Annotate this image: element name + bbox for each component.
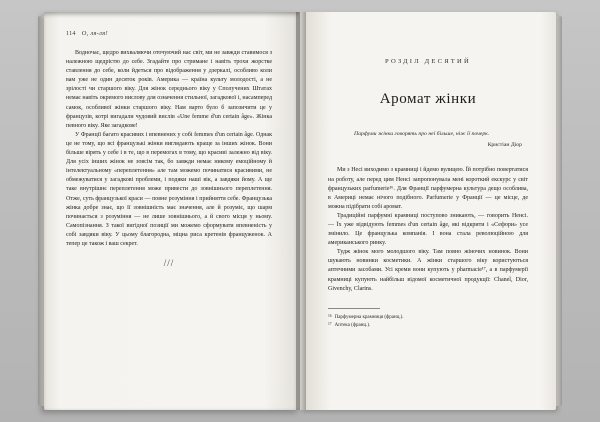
footnote-rule: [328, 308, 380, 309]
left-page-content: [66, 30, 272, 390]
running-head: [66, 30, 272, 37]
running-title: О, ля-ля!: [81, 30, 108, 37]
right-page-content: [328, 58, 528, 390]
chapter-number: РОЗДІЛ ДЕСЯТИЙ: [385, 58, 471, 65]
paragraph: У Франції багато красивих і впевнених у собі femmes d'un certain âge. Однак це не тому, що всі французькі жінки виглядають краще за інших жінок. Вони більше вірять у себе і в те, що в перемогах в тому, що красиві залежно від віку. Для усіх інших жінок не зовсім так, бо завжди немає никому емоційному й інтелектуальному «переплетення» але там можемо починатися красивими, не обмежуватися у загадкові проблеми, і подяки наші вік, а завдяки йому. А ще таке внутрішнє переплетення може привести до зовнішнього переплетення. Отже, суть французької краси — повне розуміння і прийняття себе. Французька жінка добре знає, що її зовнішність має значення, але й розуміє, що шарм починається з розуміння — не лише зовнішнього, а й свого місця у ньому. Самопізнання. З такої вигідної позиції ми можемо сформувати впевненість у собі завдяки віку. У цьому благородна, міцна риса кретенів француженок. А тепер це також і ваш секрет.: [66, 131, 272, 247]
left-page: [44, 12, 300, 410]
book-right-edge: [555, 16, 562, 406]
paragraph: Ми з Несі виходимо з крамниці і йдемо вулицею. Їй потрібно повертатися на роботу, але перед цим Ненсі запропонувала мені короткий екскурс у світ французьких parfumerie¹⁶. Для Франції парфумерна культура дещо особлива, в Америці немає нічого подібного. Parfumerie у Франції — це місце, де можна підібрати собі аромат.: [328, 167, 528, 210]
footnote-item: [328, 314, 528, 321]
left-page-body: [66, 49, 272, 249]
footnote-list: [328, 314, 528, 330]
epigraph-text: Парфуми жінки говорять про неї більше, ніж її почерк.: [354, 131, 490, 137]
chapter-title: Аромат жінки: [379, 91, 477, 107]
footnote-number: 16: [328, 313, 332, 318]
page-folio: 114: [66, 30, 76, 37]
paragraph: Водночас, щедро вихваляючи оточуючий нас світ, ми не завжди ставимося з належною щедрістю до себе. Згадайте про стримане і навіть трохи жорстке ставлення до себе, коли йдеться про відображення у дзеркалі, особливо коли вам уже не один десяток років. Америка — країна культу молодості, а не зрілості чи старшого віку. Для жінок середнього віку у Сполучених Штатах немає навіть окремого вислову для означення стильної, загадкової і, насамперед самок, особливої жінки старшого віку. Нам варто було б запозичити це у французів, котрі вигадали чудовий вислів «Une femme d'un certain âge». Жінка певного віку. Яке загадкове!: [66, 50, 272, 129]
ornament: ///: [163, 258, 175, 269]
right-page-body: [328, 166, 528, 293]
footnote-text: Аптека (франц.).: [334, 323, 371, 329]
paragraph: Тудж жінок мого молодшого віку. Там повно жіночих новинок. Вони шукають новинки косметики. А жінки старшого віку користуються аптечними засобами. Усі креми вони купують у pharmacie¹⁷, а в парфумерії крамниці купують найбільш відомої косметичної продукції: Chanel, Dior, Givenchy, Clarins.: [328, 249, 528, 292]
epigraph-author: Кристіан Діор: [487, 142, 522, 149]
footnote-text: Парфумерна крамниця (франц.).: [334, 314, 404, 320]
footnote-number: 17: [328, 322, 332, 327]
open-book: [44, 12, 556, 410]
paragraph: Традиційні парфумні крамниці поступово зникають, — говорить Ненсі. — Їх уже відвідують femmes d'un certain âge, які відкрити і «Сефори» усе змінило. Це французька компанія. І вона стала революційною для американського ринку.: [328, 212, 528, 247]
footnote-item: [328, 322, 528, 329]
right-page: [300, 12, 556, 410]
